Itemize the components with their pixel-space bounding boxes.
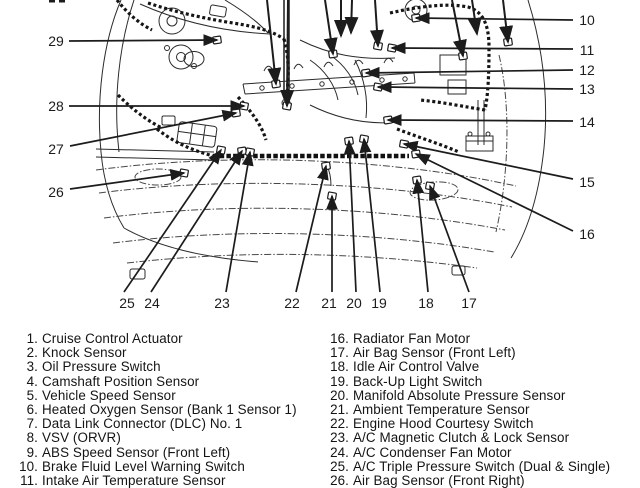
legend-item-label: Intake Air Temperature Sensor bbox=[42, 472, 226, 488]
leader-line bbox=[70, 113, 236, 146]
legend-item-number: 21. bbox=[330, 401, 349, 417]
legend-item-number: 22. bbox=[330, 416, 349, 432]
legend-item bbox=[318, 431, 610, 445]
leader-line bbox=[392, 48, 573, 49]
legend-item-number: 18. bbox=[330, 359, 349, 375]
leader-line bbox=[416, 18, 573, 20]
legend-item bbox=[318, 360, 610, 374]
leader-line bbox=[416, 154, 573, 231]
legend-item-label: Cruise Control Actuator bbox=[42, 331, 183, 346]
legend-item bbox=[318, 332, 610, 346]
legend-item-number: 9. bbox=[26, 444, 38, 460]
callout-label-22: 22 bbox=[284, 295, 300, 311]
callout-label-19: 19 bbox=[371, 295, 387, 311]
legend-item bbox=[318, 460, 610, 474]
legend-item-label: Air Bag Sensor (Front Left) bbox=[353, 345, 516, 361]
legend-item bbox=[6, 403, 297, 417]
leader-line bbox=[296, 166, 326, 292]
leader-line bbox=[364, 139, 380, 292]
legend-item-label: Knock Sensor bbox=[42, 345, 127, 361]
leader-line bbox=[151, 151, 242, 292]
legend-column-right bbox=[318, 332, 610, 488]
cropped-top-callout-mark bbox=[59, 0, 65, 3]
callout-label-20: 20 bbox=[346, 295, 362, 311]
legend-item-number: 25. bbox=[330, 458, 349, 474]
callout-label-29: 29 bbox=[48, 33, 64, 49]
legend-item-number: 10. bbox=[19, 458, 38, 474]
callout-label-14: 14 bbox=[579, 114, 595, 130]
legend-item-number: 16. bbox=[330, 331, 349, 346]
legend-item bbox=[6, 417, 297, 431]
legend-item-number: 8. bbox=[26, 430, 38, 446]
legend-item bbox=[318, 389, 610, 403]
legend-item-label: Back-Up Light Switch bbox=[353, 373, 483, 389]
callout-label-25: 25 bbox=[119, 295, 135, 311]
legend-item-number: 2. bbox=[26, 345, 38, 361]
top-leader-line bbox=[351, 0, 352, 33]
legend-item-label: A/C Condenser Fan Motor bbox=[353, 444, 512, 460]
legend-item-label: Engine Hood Courtesy Switch bbox=[353, 416, 534, 432]
legend-item bbox=[318, 474, 610, 488]
callout-label-18: 18 bbox=[418, 295, 434, 311]
callout-label-26: 26 bbox=[48, 184, 64, 200]
callout-label-12: 12 bbox=[579, 62, 595, 78]
legend-item bbox=[318, 375, 610, 389]
top-leader-line bbox=[325, 0, 333, 54]
legend-item-label: VSV (ORVR) bbox=[42, 430, 121, 446]
leader-line bbox=[417, 180, 428, 292]
legend-item-label: Camshaft Position Sensor bbox=[42, 373, 200, 389]
legend-item-number: 11. bbox=[20, 472, 38, 488]
legend-item-number: 3. bbox=[26, 359, 38, 375]
legend-item bbox=[6, 431, 297, 445]
callout-label-11: 11 bbox=[579, 42, 595, 58]
top-leader-line bbox=[267, 0, 276, 84]
legend-column-left bbox=[6, 332, 297, 488]
callout-label-17: 17 bbox=[461, 295, 477, 311]
legend-item bbox=[6, 360, 297, 374]
callout-label-21: 21 bbox=[321, 295, 337, 311]
legend-item bbox=[6, 346, 297, 360]
legend-item-number: 23. bbox=[330, 430, 349, 446]
legend-item bbox=[318, 446, 610, 460]
legend-item-label: Data Link Connector (DLC) No. 1 bbox=[42, 416, 243, 432]
legend-item-label: Brake Fluid Level Warning Switch bbox=[42, 458, 245, 474]
legend-item bbox=[318, 346, 610, 360]
legend-item-label: Vehicle Speed Sensor bbox=[42, 387, 176, 403]
leader-line bbox=[366, 70, 573, 73]
legend-item-label: Ambient Temperature Sensor bbox=[353, 401, 530, 417]
legend-item-number: 7. bbox=[26, 416, 38, 432]
engine-line-art bbox=[96, 0, 546, 279]
leader-line bbox=[226, 152, 250, 292]
callout-label-16: 16 bbox=[579, 226, 595, 242]
legend-item bbox=[6, 389, 297, 403]
legend-item-label: Heated Oxygen Sensor (Bank 1 Sensor 1) bbox=[42, 401, 297, 417]
top-leader-line bbox=[472, 0, 477, 34]
callout-label-27: 27 bbox=[48, 141, 64, 157]
legend-item bbox=[6, 332, 297, 346]
legend-item-number: 6. bbox=[26, 401, 38, 417]
top-leader-line bbox=[503, 0, 508, 42]
legend-item-number: 1. bbox=[26, 331, 38, 346]
legend-item bbox=[6, 474, 297, 488]
legend-item-number: 17. bbox=[330, 345, 349, 361]
legend-item-label: Air Bag Sensor (Front Right) bbox=[353, 472, 525, 488]
legend-item-label: ABS Speed Sensor (Front Left) bbox=[42, 444, 231, 460]
legend-item-label: A/C Triple Pressure Switch (Dual & Single) bbox=[353, 458, 611, 474]
callout-label-24: 24 bbox=[144, 295, 160, 311]
legend-item-number: 24. bbox=[330, 444, 349, 460]
legend-item bbox=[318, 403, 610, 417]
legend-item-label: Oil Pressure Switch bbox=[42, 359, 161, 375]
leader-line bbox=[378, 87, 573, 89]
leader-line bbox=[69, 40, 217, 41]
legend-item bbox=[6, 446, 297, 460]
legend-item-label: Manifold Absolute Pressure Sensor bbox=[353, 387, 566, 403]
legend-item-number: 20. bbox=[330, 387, 349, 403]
cropped-top-callout-mark bbox=[49, 0, 55, 3]
callout-label-10: 10 bbox=[579, 12, 595, 28]
leader-line bbox=[388, 120, 573, 121]
callout-label-13: 13 bbox=[579, 81, 595, 97]
legend-item-label: A/C Magnetic Clutch & Lock Sensor bbox=[353, 430, 570, 446]
legend-item bbox=[6, 460, 297, 474]
top-leader-line bbox=[375, 0, 378, 46]
legend-item-label: Idle Air Control Valve bbox=[353, 359, 480, 375]
callout-label-23: 23 bbox=[214, 295, 230, 311]
legend-item-number: 4. bbox=[26, 373, 38, 389]
legend-item bbox=[6, 375, 297, 389]
top-leader-line bbox=[287, 0, 288, 106]
legend-item-number: 26. bbox=[330, 472, 349, 488]
legend-item-number: 5. bbox=[26, 387, 38, 403]
legend-item bbox=[318, 417, 610, 431]
leader-line bbox=[404, 144, 573, 179]
legend-item-label: Radiator Fan Motor bbox=[353, 331, 471, 346]
legend-item-number: 19. bbox=[330, 373, 349, 389]
callout-label-15: 15 bbox=[579, 174, 595, 190]
callout-label-28: 28 bbox=[48, 98, 64, 114]
leader-line bbox=[430, 186, 469, 292]
